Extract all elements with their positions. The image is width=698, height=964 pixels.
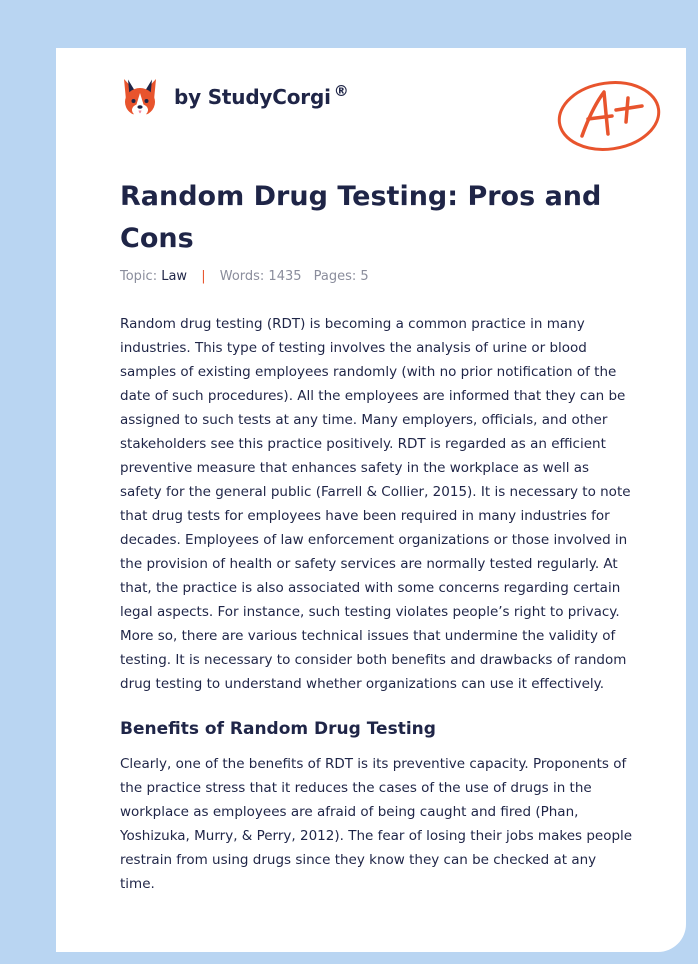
essay-body [120, 312, 635, 896]
topic-label: Topic: [120, 269, 158, 284]
essay-meta [120, 269, 369, 284]
page-count: Pages: 5 [313, 269, 369, 284]
studycorgi-logo[interactable] [120, 76, 370, 120]
topic-link[interactable]: Law [161, 269, 188, 284]
section-paragraph: Clearly, one of the benefits of RDT is its preventive capacity. Proponents of the practice stress that it reduces the cases of the use of drugs in the workplace as employees are afraid of being caught and fired (Phan, Yoshizuka, Murry, & Perry, 2012). The fear of losing their jobs makes people restrain from using drugs since they know they can be checked at any time. [120, 756, 633, 892]
essay-title: Random Drug Testing: Pros and Cons [120, 181, 602, 254]
registered-mark: ® [333, 82, 349, 100]
corgi-logo-icon [120, 76, 164, 120]
brand-name [174, 82, 349, 109]
meta-separator: | [201, 269, 206, 284]
document-page [56, 48, 686, 952]
section-heading: Benefits of Random Drug Testing [120, 719, 436, 739]
page-header [120, 76, 652, 146]
brand-name-text: by StudyCorgi [174, 85, 331, 109]
word-count: Words: 1435 [219, 269, 302, 284]
intro-paragraph: Random drug testing (RDT) is becoming a common practice in many industries. This type of testing involves the analysis of urine or blood samples of existing employees randomly (with no prior notification of the date of such procedures). All the employees are informed that they can be assigned to such tests at any time. Many employers, officials, and other stakeholders see this practice positively. RDT is regarded as an efficient preventive measure that enhances safety in the workplace as well as safety for the general public (Farrell & Collier, 2015). It is necessary to note that drug tests for employees have been required in many industries for decades. Employees of law enforcement organizations or those involved in the provision of health or safety services are normally tested regularly. At that, the practice is also associated with some concerns regarding certain legal aspects. For instance, such testing violates people’s right to privacy. More so, there are various technical issues that undermine the validity of testing. It is necessary to consider both benefits and drawbacks of random drug testing to understand whether organizations can use it effectively. [120, 316, 631, 692]
a-plus-grade-icon [554, 76, 664, 156]
